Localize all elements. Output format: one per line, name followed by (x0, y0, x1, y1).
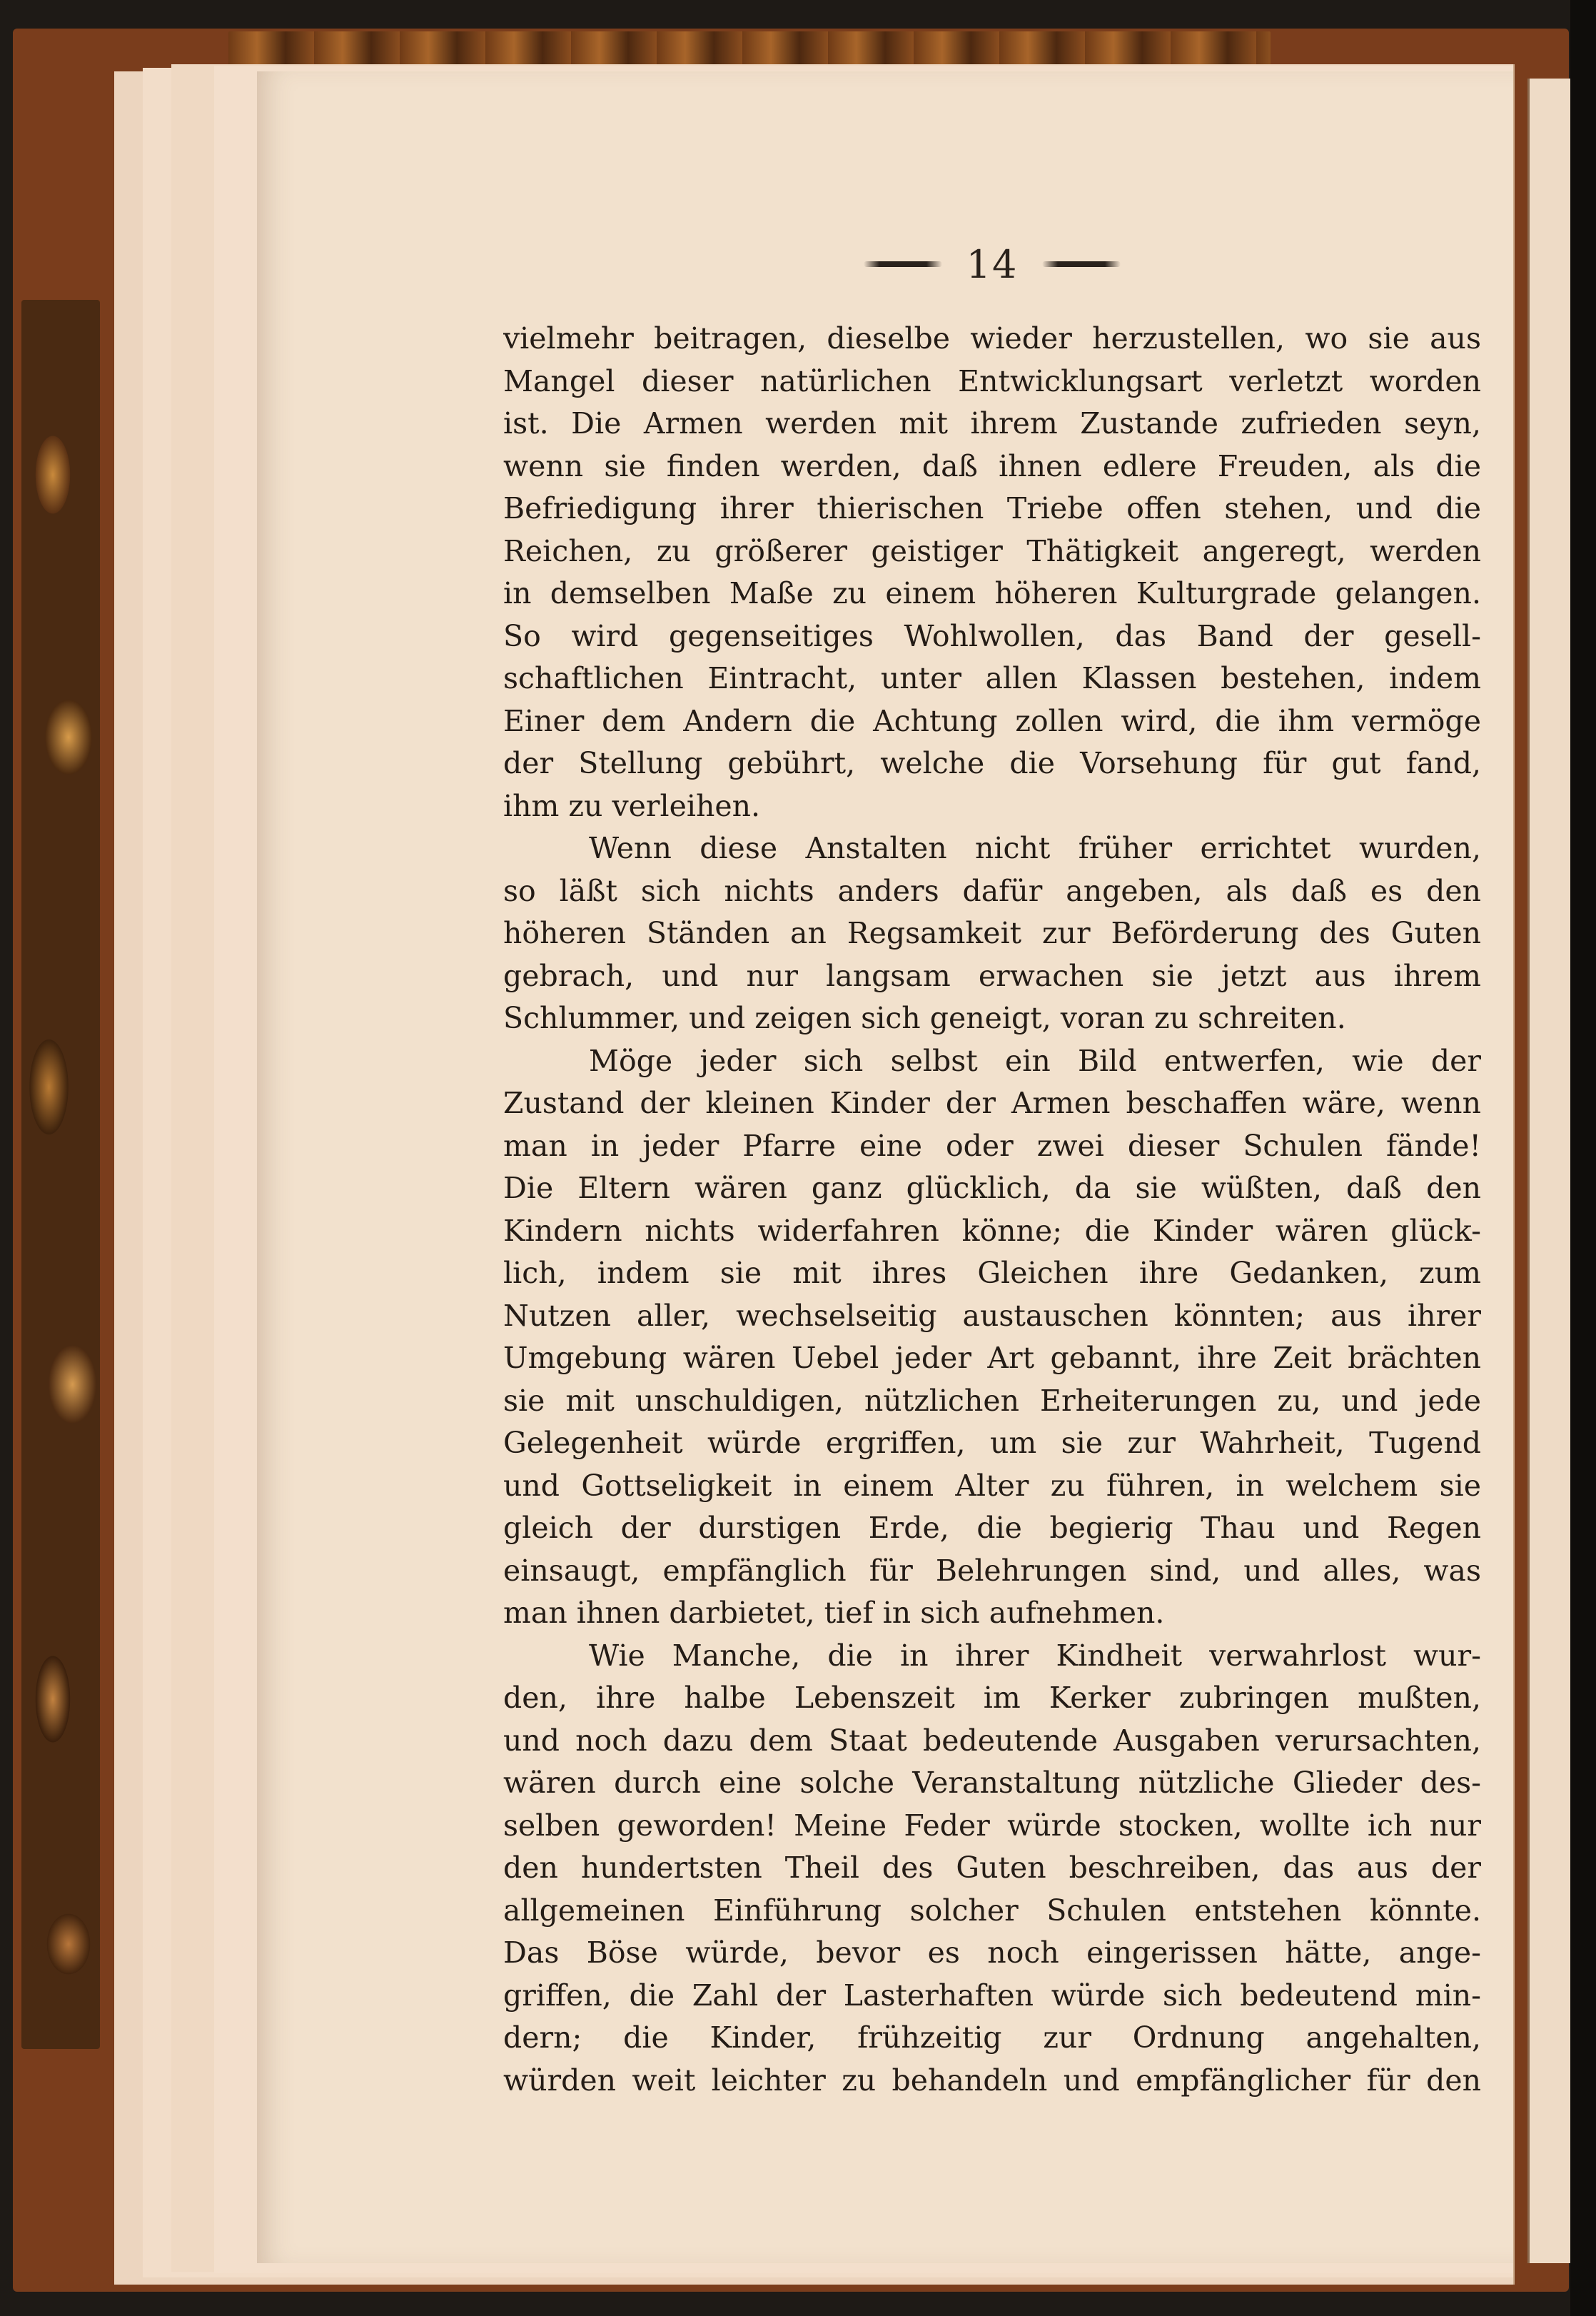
text-line: Einer dem Andern die Achtung zollen wird, die ihm vermöge (503, 703, 1481, 738)
text-line: und noch dazu dem Staat bedeutende Ausgaben verursachten, (503, 1723, 1481, 1758)
text-line: Umgebung wären Uebel jeder Art gebannt, ihre Zeit brächten (503, 1341, 1481, 1375)
text-line: vielmehr beitragen, dieselbe wieder herzustellen, wo sie aus (503, 321, 1481, 356)
text-line: Zustand der kleinen Kinder der Armen beschaffen wäre, wenn (503, 1086, 1481, 1120)
text-line: einsaugt, empfänglich für Belehrungen sind, und alles, was (503, 1553, 1481, 1588)
text-line: und Gottseligkeit in einem Alter zu führen, in welchem sie (503, 1468, 1481, 1503)
text-line: gleich der durstigen Erde, die begierig Thau und Regen (503, 1511, 1481, 1545)
text-line: Das Böse würde, bevor es noch eingerissen hätte, ange- (503, 1935, 1481, 1970)
text-line: ihm zu verleihen. (503, 788, 761, 823)
page-header (842, 236, 1142, 293)
text-line: So wird gegenseitiges Wohlwollen, das Band der gesell- (503, 618, 1481, 653)
text-line: Die Eltern wären ganz glücklich, da sie wüßten, daß den (503, 1171, 1481, 1205)
text-line: Reichen, zu größerer geistiger Thätigkeit angeregt, werden (503, 533, 1481, 568)
text-line: allgemeinen Einführung solcher Schulen entstehen könnte. (503, 1893, 1481, 1928)
text-line: Kindern nichts widerfahren könne; die Kinder wären glück- (503, 1213, 1481, 1248)
text-line: der Stellung gebührt, welche die Vorsehung für gut fand, (503, 746, 1481, 780)
header-rule-left (864, 261, 942, 267)
text-line: in demselben Maße zu einem höheren Kulturgrade gelangen. (503, 576, 1481, 610)
text-line: Wenn diese Anstalten nicht früher errichtet wurden, (589, 831, 1481, 865)
text-line: Befriedigung ihrer thierischen Triebe offen stehen, und die (503, 491, 1481, 525)
text-line: Wie Manche, die in ihrer Kindheit verwahrlost wur- (589, 1638, 1481, 1673)
text-line: so läßt sich nichts anders dafür angeben, als daß es den (503, 873, 1481, 908)
text-line: höheren Ständen an Regsamkeit zur Beförderung des Guten (503, 916, 1481, 950)
text-line: schaftlichen Eintracht, unter allen Klassen bestehen, indem (503, 661, 1481, 695)
text-line: den hundertsten Theil des Guten beschreiben, das aus der (503, 1851, 1481, 1885)
cover-marble-spine (21, 300, 100, 2049)
header-rule-right (1042, 261, 1121, 267)
text-line: ist. Die Armen werden mit ihrem Zustande zufrieden seyn, (503, 406, 1481, 440)
text-line: lich, indem sie mit ihres Gleichen ihre Gedanken, zum (503, 1256, 1481, 1290)
background-right (1570, 0, 1596, 2316)
text-line: wären durch eine solche Veranstaltung nützliche Glieder des- (503, 1766, 1481, 1800)
text-line: dern; die Kinder, frühzeitig zur Ordnung angehalten, (503, 2020, 1481, 2055)
text-line: Möge jeder sich selbst ein Bild entwerfen, wie der (589, 1043, 1481, 1078)
text-line: wenn sie finden werden, daß ihnen edlere Freuden, als die (503, 448, 1481, 483)
text-line: den, ihre halbe Lebenszeit im Kerker zubringen mußten, (503, 1681, 1481, 1715)
text-line: gebrach, und nur langsam erwachen sie jetzt aus ihrem (503, 958, 1481, 993)
text-line: griffen, die Zahl der Lasterhaften würde sich bedeutend min- (503, 1978, 1481, 2013)
text-line: sie mit unschuldigen, nützlichen Erheiterungen zu, und jede (503, 1383, 1481, 1418)
text-line: selben geworden! Meine Feder würde stocken, wollte ich nur (503, 1808, 1481, 1843)
text-line: Gelegenheit würde ergriffen, um sie zur Wahrheit, Tugend (503, 1426, 1481, 1460)
text-line: Schlummer, und zeigen sich geneigt, voran zu schreiten. (503, 1001, 1346, 1035)
page-number: 14 (966, 241, 1019, 287)
text-line: man ihnen darbietet, tief in sich aufnehmen. (503, 1596, 1165, 1630)
body-text (503, 318, 1481, 2102)
text-line: man in jeder Pfarre eine oder zwei dieser Schulen fände! (503, 1128, 1481, 1163)
text-line: Mangel dieser natürlichen Entwicklungsart verletzt worden (503, 363, 1481, 398)
text-line: Nutzen aller, wechselseitig austauschen könnten; aus ihrer (503, 1298, 1481, 1333)
text-line: würden weit leichter zu behandeln und empfänglicher für den (503, 2063, 1481, 2098)
